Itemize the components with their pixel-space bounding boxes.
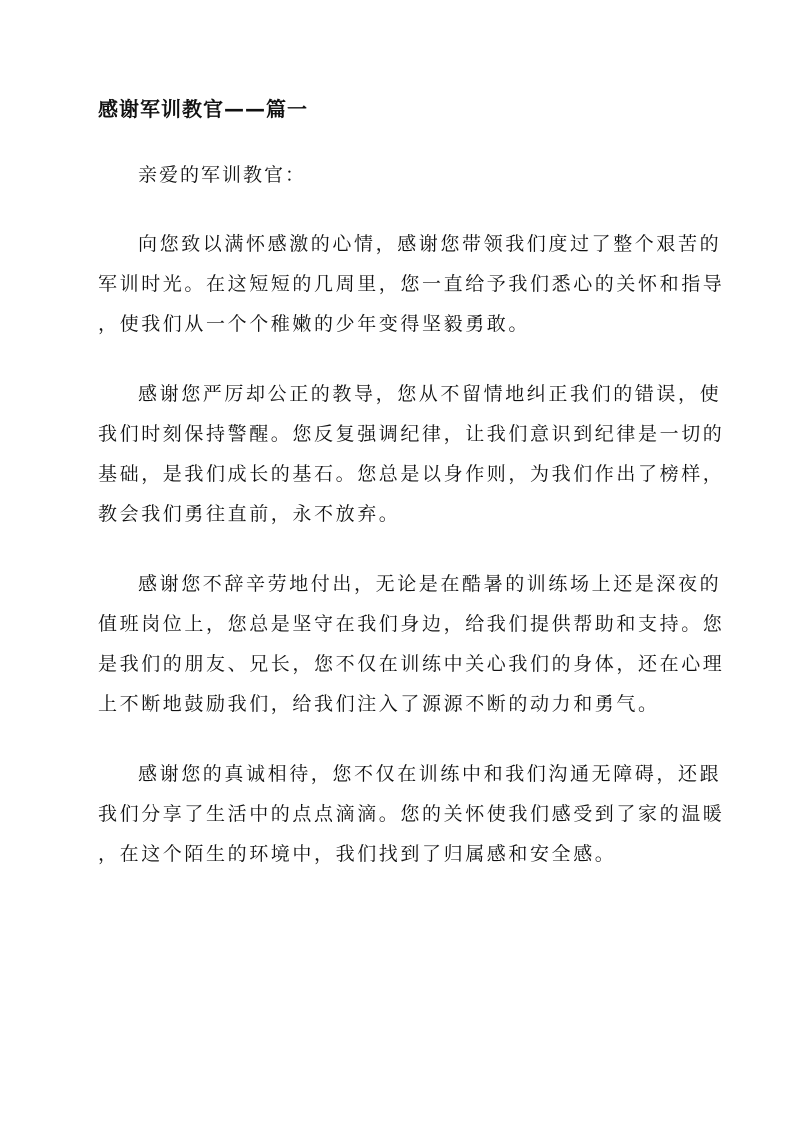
paragraph-line: 教会我们勇往直前，永不放弃。 [98,503,401,525]
paragraph-line: 上不断地鼓励我们，给我们注入了源源不断的动力和勇气。 [98,693,660,715]
paragraph-line: 军训时光。在这短短的几周里，您一直给予我们悉心的关怀和指导 [98,273,725,295]
paragraph-line: 感谢您严厉却公正的教导，您从不留情地纠正我们的错误，使 [138,383,722,405]
paragraph-4 [98,754,725,874]
paragraph-line: ，在这个陌生的环境中，我们找到了归属感和安全感。 [98,843,617,865]
paragraph-line: ，使我们从一个个稚嫩的少年变得坚毅勇敢。 [98,313,531,335]
paragraph-line: 基础，是我们成长的基石。您总是以身作则，为我们作出了榜样， [98,463,725,485]
salutation: 亲爱的军训教官： [138,164,307,186]
paragraph-line: 感谢您的真诚相待，您不仅在训练中和我们沟通无障碍，还跟 [138,763,722,785]
paragraph-line: 感谢您不辞辛劳地付出，无论是在酷暑的训练场上还是深夜的 [138,573,722,595]
paragraph-line: 值班岗位上，您总是坚守在我们身边，给我们提供帮助和支持。您 [98,613,725,635]
paragraph-line: 我们时刻保持警醒。您反复强调纪律，让我们意识到纪律是一切的 [98,423,725,445]
paragraph-2 [98,374,725,534]
paragraph-line: 向您致以满怀感激的心情，感谢您带领我们度过了整个艰苦的 [138,233,722,255]
document-body [98,90,725,874]
document-title: 感谢军训教官——篇一 [98,97,308,121]
paragraph-line: 我们分享了生活中的点点滴滴。您的关怀使我们感受到了家的温暖 [98,803,725,825]
paragraph-line: 是我们的朋友、兄长，您不仅在训练中关心我们的身体，还在心理 [98,653,725,675]
paragraph-1 [98,224,725,344]
paragraph-3 [98,564,725,724]
